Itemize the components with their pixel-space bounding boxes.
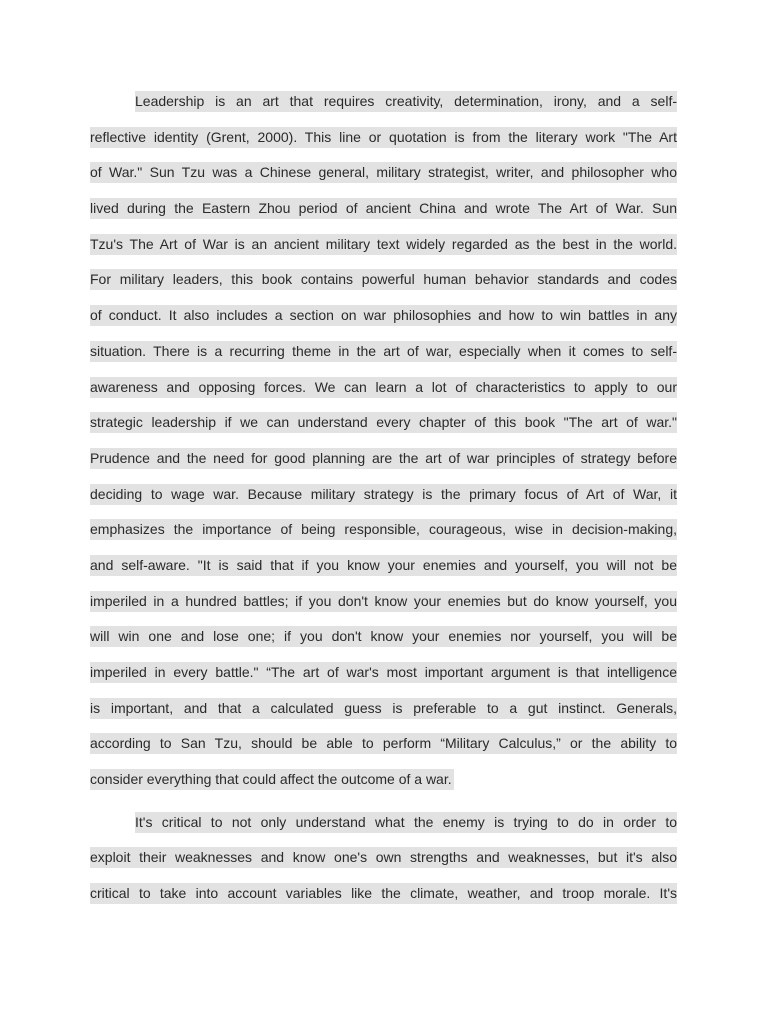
text-line: according to San Tzu, should be able to perform “Military Calculus,” or the ability to xyxy=(90,726,677,762)
text-line: of War." Sun Tzu was a Chinese general, military strategist, writer, and philosopher who xyxy=(90,155,677,191)
text-line: lived during the Eastern Zhou period of ancient China and wrote The Art of War. Sun xyxy=(90,191,677,227)
text-line: imperiled in a hundred battles; if you don't know your enemies but do know yourself, you xyxy=(90,584,677,620)
text-line: For military leaders, this book contains powerful human behavior standards and codes xyxy=(90,262,677,298)
text-line: reflective identity (Grent, 2000). This line or quotation is from the literary work "The Art xyxy=(90,120,677,156)
text-line: awareness and opposing forces. We can learn a lot of characteristics to apply to our xyxy=(90,370,677,406)
text-line: It's critical to not only understand what the enemy is trying to do in order to xyxy=(90,805,677,841)
text-line: Tzu's The Art of War is an ancient military text widely regarded as the best in the world. xyxy=(90,227,677,263)
paragraph-2 xyxy=(90,805,677,912)
text-line: situation. There is a recurring theme in the art of war, especially when it comes to self- xyxy=(90,334,677,370)
text-line: strategic leadership if we can understand every chapter of this book "The art of war." xyxy=(90,405,677,441)
text-line: will win one and lose one; if you don't know your enemies nor yourself, you will be xyxy=(90,619,677,655)
paragraph-1 xyxy=(90,84,677,798)
text-line: emphasizes the importance of being responsible, courageous, wise in decision-making, xyxy=(90,512,677,548)
text-line: Leadership is an art that requires creativity, determination, irony, and a self- xyxy=(90,84,677,120)
text-line: Prudence and the need for good planning are the art of war principles of strategy before xyxy=(90,441,677,477)
text-line: imperiled in every battle." “The art of war's most important argument is that intelligence xyxy=(90,655,677,691)
paragraph-spacer xyxy=(90,798,677,805)
text-line: is important, and that a calculated guess is preferable to a gut instinct. Generals, xyxy=(90,691,677,727)
text-line: deciding to wage war. Because military strategy is the primary focus of Art of War, it xyxy=(90,477,677,513)
text-line: critical to take into account variables like the climate, weather, and troop morale. It's xyxy=(90,876,677,912)
text-line: and self-aware. "It is said that if you know your enemies and yourself, you will not be xyxy=(90,548,677,584)
document-body xyxy=(90,84,677,912)
text-line: of conduct. It also includes a section on war philosophies and how to win battles in any xyxy=(90,298,677,334)
text-line: exploit their weaknesses and know one's own strengths and weaknesses, but it's also xyxy=(90,840,677,876)
text-line: consider everything that could affect the outcome of a war. xyxy=(90,762,677,798)
